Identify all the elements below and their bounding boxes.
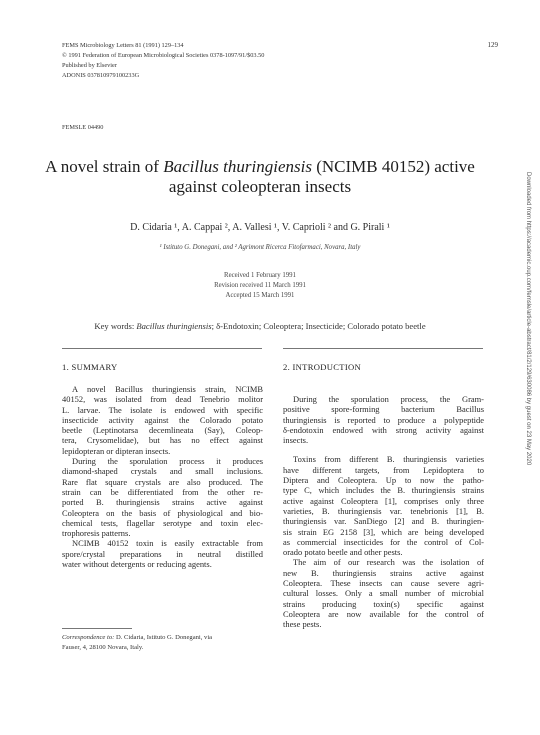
date-revised: Revision received 11 March 1991 bbox=[214, 282, 306, 289]
summary-body bbox=[62, 384, 263, 569]
summary-line: trophoresis patterns. bbox=[62, 528, 131, 539]
keywords-rest: ; δ-Endotoxin; Coleoptera; Insecticide; Colorado potato beetle bbox=[211, 321, 426, 331]
summary-line: diamond-shaped crystals and small inclusions. bbox=[62, 466, 263, 477]
copyright-line: © 1991 Federation of European Microbiological Societies 0378-1097/91/$03.50 bbox=[62, 52, 265, 59]
intro-line: strains producing toxin(s) specific against bbox=[283, 598, 484, 609]
title-species: Bacillus thuringiensis bbox=[163, 157, 312, 176]
summary-line: During the sporulation process it produces bbox=[72, 456, 263, 467]
summary-rule bbox=[62, 348, 262, 349]
date-accepted: Accepted 15 March 1991 bbox=[225, 292, 295, 299]
article-title bbox=[40, 157, 480, 197]
intro-line: Diptera and Coleoptera. Up to now the patho- bbox=[283, 475, 484, 486]
summary-heading: 1. SUMMARY bbox=[62, 362, 118, 372]
summary-line: A novel Bacillus thuringiensis strain, NCIMB bbox=[72, 384, 263, 394]
correspondence-address: Fauser, 4, 28100 Novara, Italy. bbox=[62, 643, 144, 651]
intro-line: During the sporulation process, the Gram- bbox=[293, 394, 484, 404]
page-number: 129 bbox=[487, 41, 498, 49]
title-text-post: (NCIMB 40152) active bbox=[311, 157, 475, 176]
summary-line: NCIMB 40152 toxin is easily extractable from bbox=[72, 538, 263, 549]
intro-line: sis strain EG 2158 [3], which are being developed bbox=[283, 526, 484, 537]
summary-line: chemical tests, flagellar serotype and toxin elec- bbox=[62, 517, 263, 528]
summary-line: Rare flat square crystals are also produced. The bbox=[62, 476, 263, 487]
intro-line: new B. thuringiensis strains active against bbox=[283, 567, 484, 578]
summary-line: Coleoptera on the basis of physiological and bio- bbox=[62, 507, 263, 518]
summary-line: beetle (Leptinotarsa decemlineata (Say), Coleop- bbox=[62, 425, 263, 436]
summary-line: water without detergents or reducing agents. bbox=[62, 559, 212, 570]
author-list: D. Cidaria ¹, A. Cappai ², A. Vallesi ¹, V. Caprioli ² and G. Pirali ¹ bbox=[130, 222, 390, 233]
intro-line: orado potato beetle and other pests. bbox=[283, 547, 403, 558]
keywords-species: Bacillus thuringiensis bbox=[136, 321, 212, 331]
title-line-2: against coleopteran insects bbox=[168, 177, 352, 196]
summary-line: strain can be differentiated from the other re- bbox=[62, 486, 263, 497]
intro-line: have different targets, from Lepidoptera to bbox=[283, 464, 484, 475]
adonis-line: ADONIS 037810979100233G bbox=[62, 72, 140, 79]
summary-line: insecticide activity against the Colorado potato bbox=[62, 414, 263, 425]
intro-line: The aim of our research was the isolation of bbox=[293, 557, 484, 568]
intro-body bbox=[283, 394, 484, 630]
intro-line: varieties, B. thuringiensis var. tenebrionis [1], B. bbox=[283, 505, 484, 516]
summary-line: ported B. thuringiensis strains active against bbox=[62, 497, 263, 508]
keywords-label: Key words: bbox=[94, 321, 137, 331]
correspondence-text: D. Cidaria, Istituto G. Donegani, via bbox=[114, 634, 213, 641]
intro-line: these pests. bbox=[283, 619, 322, 630]
intro-line: type C, which includes the B. thuringiensis strains bbox=[283, 485, 484, 496]
summary-line: tera, Crysomelidae), but has no effect against bbox=[62, 435, 263, 446]
intro-line: Coleoptera. These insects can cause severe agri- bbox=[283, 578, 484, 589]
summary-line: L. larvae. The isolate is endowed with specific bbox=[62, 404, 263, 415]
date-received: Received 1 February 1991 bbox=[224, 272, 296, 279]
summary-line: spore/crystal preparations in neutral distilled bbox=[62, 548, 263, 559]
intro-line: δ-endotoxin endowed with strong activity against bbox=[283, 424, 484, 435]
download-watermark bbox=[522, 172, 532, 552]
download-watermark-text: Downloaded from https://academic.oup.com/femsle/article-abstract/81/2/129/630086 by guest on 23 May 2020 bbox=[525, 172, 531, 466]
intro-line: Toxins from different B. thuringiensis varieties bbox=[293, 454, 484, 465]
keywords bbox=[40, 321, 480, 331]
correspondence-label: Correspondence to: bbox=[62, 634, 115, 641]
correspondence-footnote bbox=[62, 633, 212, 652]
title-text-pre: A novel strain of bbox=[45, 157, 164, 176]
article-code: FEMSLE 04490 bbox=[62, 124, 104, 131]
intro-heading: 2. INTRODUCTION bbox=[283, 362, 362, 372]
intro-line: positive spore-forming bacterium Bacillus bbox=[283, 404, 484, 415]
intro-line: as commercial insecticides for the control of Col- bbox=[283, 536, 484, 547]
intro-line: thuringiensis is reported to produce a polypeptide bbox=[283, 414, 484, 425]
intro-line: Coleoptera are now available for the control of bbox=[283, 608, 484, 619]
intro-rule bbox=[283, 348, 483, 349]
journal-citation: FEMS Microbiology Letters 81 (1991) 129–134 bbox=[62, 42, 184, 49]
affiliation: ¹ Istituto G. Donegani, and ² Agrimont Ricerca Fitofarmaci, Novara, Italy bbox=[159, 244, 361, 251]
summary-line: lepidopteran or dipteran insects. bbox=[62, 445, 171, 456]
intro-line: active against Coleoptera [1], comprises only three bbox=[283, 495, 484, 506]
intro-line: insects. bbox=[283, 435, 309, 446]
summary-line: 40152, was isolated from dead Tenebrio molitor bbox=[62, 394, 263, 405]
publisher-line: Published by Elsevier bbox=[62, 62, 117, 69]
journal-header bbox=[62, 41, 264, 81]
intro-line: cultural losses. Only a small number of microbial bbox=[283, 588, 484, 599]
article-dates bbox=[40, 271, 480, 301]
intro-line: thuringiensis var. SanDiego [2] and B. thuringien- bbox=[283, 516, 484, 527]
footnote-rule bbox=[62, 628, 132, 629]
